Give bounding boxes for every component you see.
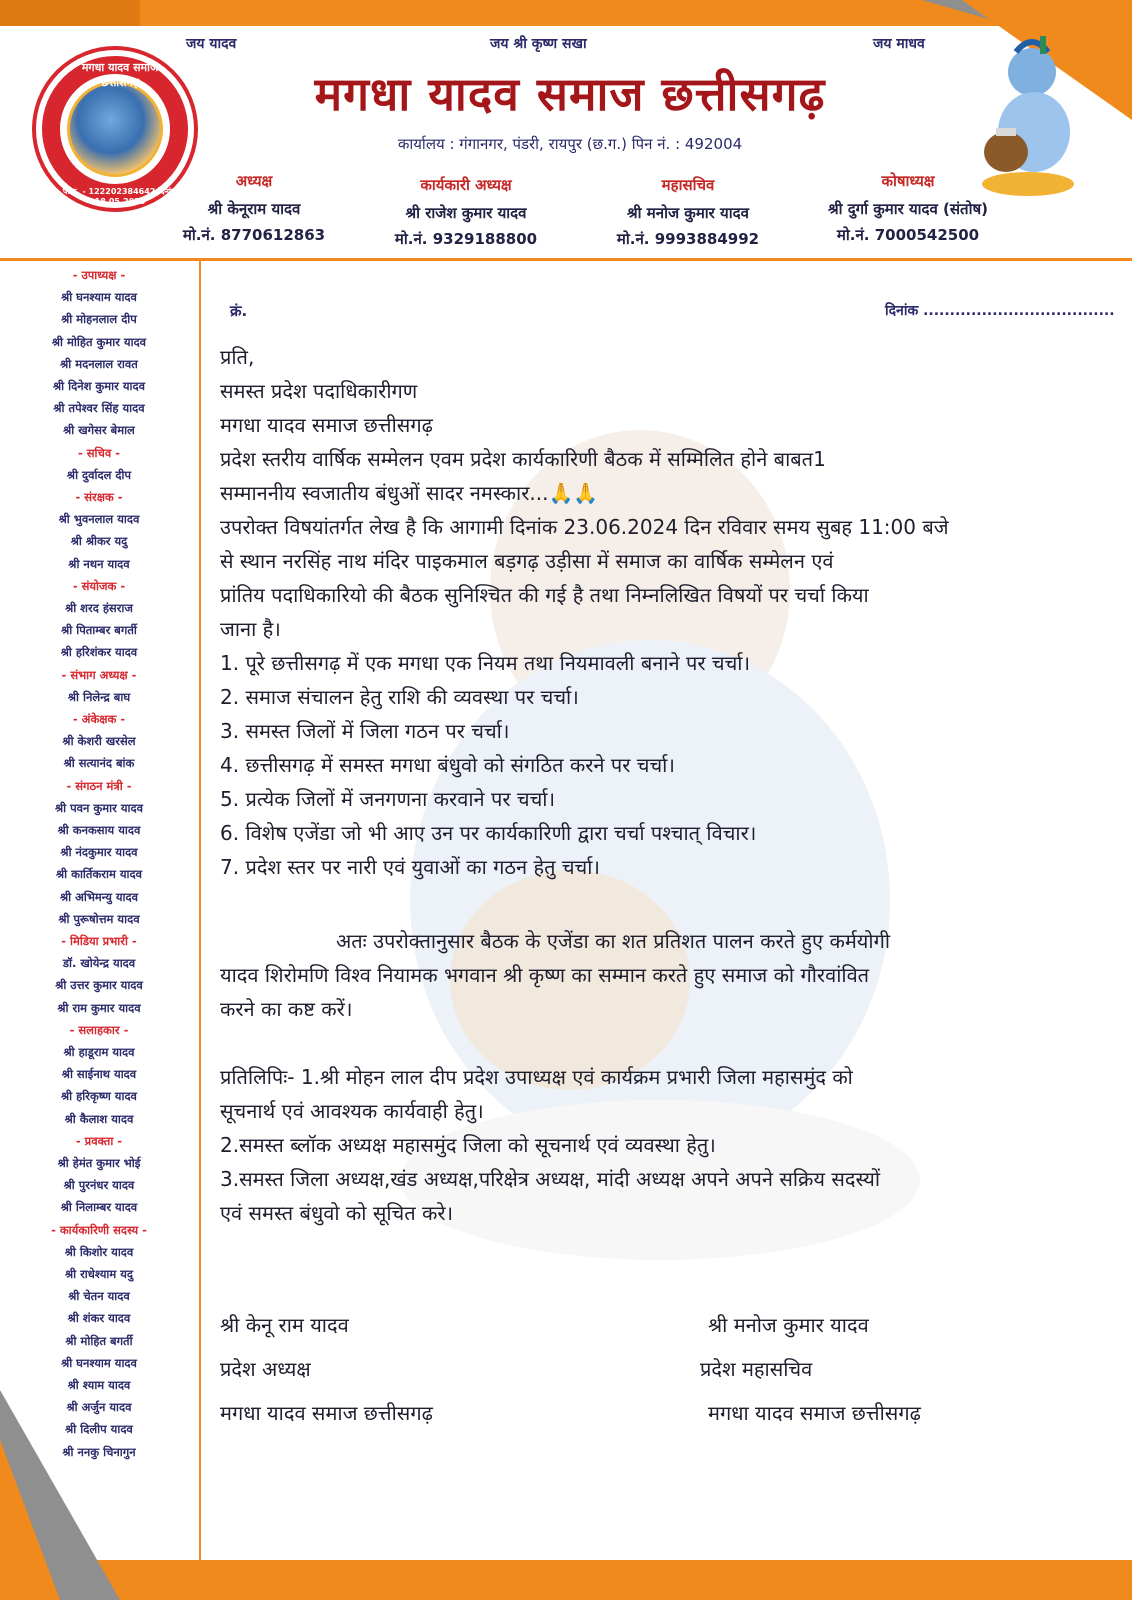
date-label: दिनांक .................................... (885, 303, 1115, 319)
sidebar-member-name: श्री तपेश्वर सिंह यादव (53, 401, 145, 416)
closing-paragraph-line: यादव शिरोमणि विश्व नियामक भगवान श्री कृष्ण का सम्मान करते हुए समाज को गौरवांवित (220, 963, 870, 987)
signatory-left-org: मगधा यादव समाज छत्तीसगढ़ (220, 1401, 433, 1425)
sidebar-member-name: श्री शंकर यादव (67, 1311, 131, 1326)
officer-role: अध्यक्ष (235, 172, 273, 190)
sidebar-member-name: श्री घनश्याम यादव (61, 290, 137, 305)
officer-role: कार्यकारी अध्यक्ष (420, 176, 512, 194)
body-paragraph-line: से स्थान नरसिंह नाथ मंदिर पाइकमाल बड़गढ़ उड़ीसा में समाज का वार्षिक सम्मेलन एवं (220, 549, 834, 573)
sidebar-member-name: श्री खगेसर बेमाल (63, 423, 135, 438)
header-divider (0, 258, 1132, 261)
officer-phone: मो.नं. 9993884992 (616, 230, 760, 248)
sidebar-section-heading: - मिडिया प्रभारी - (61, 934, 137, 948)
sidebar-member-name: श्री उत्तर कुमार यादव (55, 978, 143, 993)
sidebar-section-heading: - कार्यकारिणी सदस्य - (51, 1222, 147, 1237)
agenda-item: 5. प्रत्येक जिलों में जनगणना करवाने पर चर्चा। (220, 787, 556, 811)
sidebar-section-heading: - उपाध्यक्ष - (72, 268, 126, 282)
sidebar-section-heading: - अंकेक्षक - (72, 712, 126, 726)
sidebar-member-name: श्री पवन कुमार यादव (55, 800, 143, 815)
officer-role: महासचिव (661, 176, 715, 194)
recipient-line: समस्त प्रदेश पदाधिकारीगण (220, 379, 418, 403)
signatory-left-title: प्रदेश अध्यक्ष (220, 1357, 311, 1381)
sidebar-member-name: श्री हरिकृष्ण यादव (61, 1089, 137, 1104)
sidebar-member-name: श्री ननकु चिनागुन (62, 1444, 136, 1459)
recipient-org-line: मगधा यादव समाज छत्तीसगढ़ (220, 413, 433, 437)
sidebar-member-name: श्री राधेश्याम यदु (64, 1267, 134, 1281)
agenda-item: 2. समाज संचालन हेतु राशि की व्यवस्था पर चर्चा। (220, 685, 579, 709)
subject-line: प्रदेश स्तरीय वार्षिक सम्मेलन एवम प्रदेश कार्यकारिणी बैठक में सम्मिलित होने बाबत1 (220, 447, 826, 471)
sidebar-member-name: श्री मोहनलाल दीप (61, 312, 137, 327)
sidebar-section-heading: - प्रवक्ता - (75, 1133, 123, 1148)
signatory-right-org: मगधा यादव समाज छत्तीसगढ़ (708, 1401, 921, 1425)
sidebar-member-name: श्री पुरूषोत्तम यादव (58, 911, 140, 926)
agenda-item: 7. प्रदेश स्तर पर नारी एवं युवाओं का गठन हेतु चर्चा। (220, 855, 601, 879)
office-address: कार्यालय : गंगानगर, पंडरी, रायपुर (छ.ग.) पिन नं. : 492004 (397, 135, 743, 153)
slogan-jai-yadav: जय यादव (186, 36, 237, 52)
officer-role: कोषाध्यक्ष (881, 172, 935, 190)
sidebar-member-name: श्री भुवनलाल यादव (58, 512, 140, 527)
body-paragraph-line: उपरोक्त विषयांतर्गत लेख है कि आगामी दिनांक 23.06.2024 दिन रविवार समय सुबह 11:00 बजे (220, 515, 949, 539)
signatory-right-name: श्री मनोज कुमार यादव (708, 1313, 869, 1337)
sidebar-member-name: श्री अर्जुन यादव (66, 1400, 132, 1415)
officer-phone: मो.नं. 8770612863 (182, 226, 326, 244)
office-bearers-sidebar (0, 268, 198, 1468)
officer-name: श्री मनोज कुमार यादव (627, 204, 749, 222)
body-paragraph-line: जाना है। (220, 617, 281, 641)
officer-name: श्री केनूराम यादव (207, 200, 301, 218)
slogan-krishna-sakha: जय श्री कृष्ण सखा (490, 36, 587, 52)
letterhead (0, 26, 1132, 258)
sidebar-member-name: श्री दिनेश कुमार यादव (53, 379, 145, 393)
sidebar-section-heading: - संयोजक - (72, 578, 126, 593)
signatory-right-title: प्रदेश महासचिव (700, 1357, 813, 1381)
agenda-item: 1. पूरे छत्तीसगढ़ में एक मगधा एक नियम तथा नियमावली बनाने पर चर्चा। (220, 651, 751, 675)
seal-text-top: मगधा यादव समाज छत्तीसगढ़ (81, 61, 159, 89)
sidebar-member-name: श्री निलाम्बर यादव (60, 1200, 138, 1215)
sidebar-member-name: डॉ. खोयेन्द्र यादव (62, 956, 136, 971)
sidebar-member-name: श्री हेमंत कुमार भोई (57, 1156, 141, 1170)
signatory-left-name: श्री केनू राम यादव (220, 1313, 349, 1337)
sidebar-section-heading: - सचिव - (77, 445, 120, 460)
sidebar-member-name: श्री नथन यादव (68, 556, 130, 571)
sidebar-member-name: श्री किशोर यादव (64, 1244, 134, 1259)
salutation-to: प्रति, (220, 345, 255, 369)
sidebar-section-heading: - संरक्षक - (75, 490, 123, 504)
sidebar-member-name: श्री दुर्वादल दीप (66, 467, 132, 482)
sidebar-section-heading: - संभाग अध्यक्ष - (61, 667, 137, 682)
closing-paragraph-line: करने का कष्ट करें। (220, 997, 353, 1021)
top-left-accent (0, 0, 140, 26)
sidebar-section-heading: - सलाहकार - (69, 1022, 129, 1037)
officer-phone: मो.नं. 9329188800 (394, 230, 538, 248)
sidebar-member-name: श्री दिलीप यादव (65, 1422, 133, 1437)
sidebar-member-name: श्री साईनाथ यादव (61, 1067, 137, 1082)
sidebar-member-name: श्री मदनलाल रावत (60, 356, 138, 371)
sidebar-divider (199, 261, 201, 1561)
greeting-line: सम्माननीय स्वजातीय बंधुओं सादर नमस्कार...🙏🙏 (220, 481, 599, 505)
officer-president (144, 171, 364, 245)
officer-treasurer (798, 171, 1018, 245)
sidebar-member-name: श्री कनकसाय यादव (57, 823, 141, 837)
copy-to-line: प्रतिलिपिः- 1.श्री मोहन लाल दीप प्रदेश उपाध्यक्ष एवं कार्यक्रम प्रभारी जिला महासमुंद को (220, 1065, 853, 1089)
agenda-item: 4. छत्तीसगढ़ में समस्त मगधा बंधुवो को संगठित करने पर चर्चा। (220, 753, 675, 777)
sidebar-member-name: श्री निलेन्द्र बाघ (67, 689, 131, 704)
copy-to-line: सूचनार्थ एवं आवश्यक कार्यवाही हेतु। (220, 1099, 484, 1123)
agenda-item: 3. समस्त जिलों में जिला गठन पर चर्चा। (220, 719, 510, 743)
sidebar-member-name: श्री चेतन यादव (68, 1289, 130, 1304)
organization-title: मगधा यादव समाज छत्तीसगढ़ (314, 67, 826, 121)
sidebar-member-name: श्री पुरनंधर यादव (63, 1178, 135, 1193)
sidebar-member-name: श्री हाडूराम यादव (63, 1045, 135, 1059)
officer-name: श्री राजेश कुमार यादव (405, 204, 527, 222)
agenda-item: 6. विशेष एजेंडा जो भी आए उन पर कार्यकारिणी द्वारा चर्चा पश्चात् विचार। (220, 821, 757, 845)
sidebar-member-name: श्री केशरी खरसेल (62, 734, 136, 749)
copy-to-line: 3.समस्त जिला अध्यक्ष,खंड अध्यक्ष,परिक्षेत्र अध्यक्ष, मांदी अध्यक्ष अपने अपने सक्रिय सदस्यों (220, 1167, 881, 1191)
sidebar-member-name: श्री कार्तिकराम यादव (55, 867, 142, 882)
seal-registration-text: पं.क्र. - 122202384642 दिनांक 18.05.2023 (62, 187, 178, 206)
sidebar-member-name: श्री कैलाश यादव (64, 1111, 134, 1126)
body-paragraph-line: प्रांतिय पदाधिकारियो की बैठक सुनिश्चित की गई है तथा निम्नलिखित विषयों पर चर्चा किया (220, 583, 869, 607)
sidebar-member-name: श्री हरिशंकर यादव (60, 645, 138, 660)
sidebar-member-name: श्री मोहित कुमार यादव (51, 334, 147, 349)
sidebar-member-name: श्री राम कुमार यादव (57, 1000, 141, 1015)
closing-paragraph-line: अतः उपरोक्तानुसार बैठक के एजेंडा का शत प्रतिशत पालन करते हुए कर्मयोगी (336, 929, 891, 953)
officer-name: श्री दुर्गा कुमार यादव (संतोष) (827, 200, 989, 218)
sidebar-member-name: श्री अभिमन्यु यादव (59, 889, 139, 904)
bottom-border-band (0, 1560, 1132, 1600)
sidebar-member-name: श्री घनश्याम यादव (61, 1355, 137, 1370)
sidebar-member-name: श्री शरद हंसराज (65, 601, 133, 615)
sidebar-section-heading: - संगठन मंत्री - (66, 778, 132, 793)
sidebar-member-name: श्री मोहित बगर्ती (65, 1333, 133, 1348)
copy-to-line: 2.समस्त ब्लॉक अध्यक्ष महासमुंद जिला को सूचनार्थ एवं व्यवस्था हेतु। (220, 1133, 716, 1157)
slogan-jai-madhav: जय माधव (873, 36, 925, 52)
reference-number-label: क्रं. (230, 302, 248, 320)
sidebar-member-name: श्री सत्यानंद बांक (63, 756, 135, 771)
copy-to-line: एवं समस्त बंधुवो को सूचित करे। (220, 1201, 454, 1225)
officer-general-secretary (578, 175, 798, 249)
officer-phone: मो.नं. 7000542500 (836, 226, 980, 244)
sidebar-member-name: श्री नंदकुमार यादव (60, 845, 138, 860)
officer-working-president (356, 175, 576, 249)
sidebar-member-name: श्री पिताम्बर बगर्ती (61, 623, 137, 638)
sidebar-member-name: श्री श्याम यादव (67, 1378, 131, 1392)
sidebar-member-name: श्री श्रीकर यदु (70, 534, 128, 549)
